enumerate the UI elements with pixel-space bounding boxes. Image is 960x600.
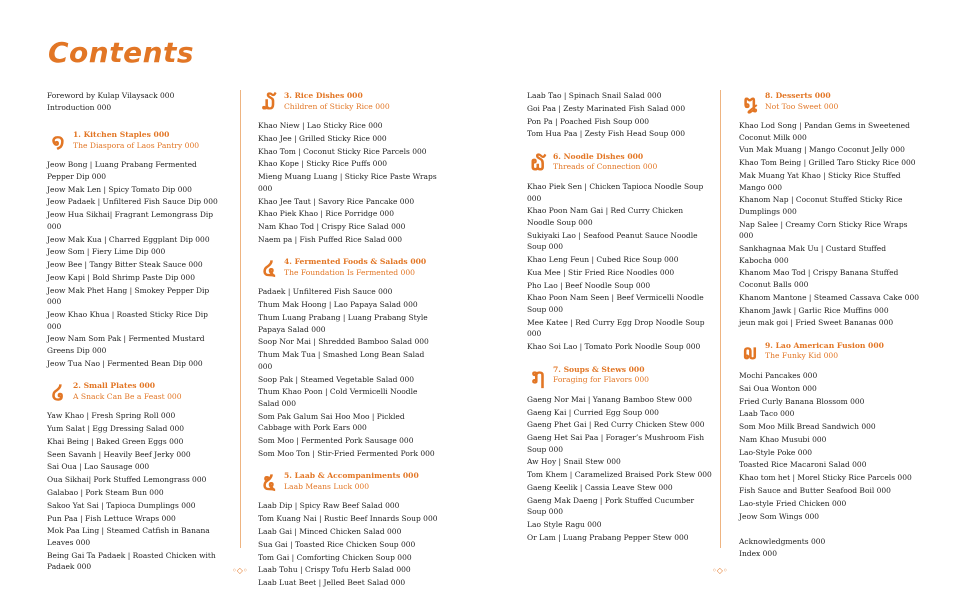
front-matter [47,90,223,113]
section-subtitle: Foraging for Flavors 000 [553,375,649,385]
toc-entry[interactable]: Padaek | Unfiltered Fish Sauce 000 [258,287,393,297]
toc-entry[interactable]: Jeow Nam Som Pak | Fermented Mustard Greens Dip 000 [47,334,205,355]
toc-entry[interactable]: Mee Katee | Red Curry Egg Drop Noodle Soup 000 [527,317,705,339]
toc-entry[interactable]: Laab Tohu | Crispy Tofu Herb Salad 000 [258,565,411,575]
toc-entry[interactable]: Jeow Kapi | Bold Shrimp Paste Dip 000 [47,272,195,282]
toc-entry[interactable]: Lao-style Fried Chicken 000 [739,498,847,508]
lao-numeral-icon: ໗ [531,363,545,388]
section-title: 8. Desserts 000 [765,91,831,100]
toc-entry[interactable]: Thum Mak Tua | Smashed Long Bean Salad 000 [258,350,425,371]
lao-numeral-icon: ໔ [262,256,276,281]
section-heading-text [765,340,884,362]
toc-entry[interactable]: Jeow Som | Fiery Lime Dip 000 [47,247,166,257]
section-subtitle: A Snack Can Be a Feast 000 [73,391,182,401]
toc-entry[interactable]: Aw Hoy | Snail Stew 000 [527,457,621,467]
section-subtitle: The Funky Kid 000 [765,351,839,361]
toc-entry[interactable]: Naem pa | Fish Puffed Rice Salad 000 [258,234,403,244]
toc-entry[interactable]: Laab Tao | Spinach Snail Salad 000 [527,91,662,100]
section-subtitle: The Foundation Is Fermented 000 [284,267,416,277]
toc-entry[interactable]: Jeow Bee | Tangy Bitter Steak Sauce 000 [47,260,203,270]
lao-numeral-icon: ໑ [51,129,65,154]
section-subtitle: Not Too Sweet 000 [765,101,839,111]
toc-entry[interactable]: Khao Poon Nam Seen | Beef Vermicelli Noodle Soup 000 [527,293,704,314]
toc-entry[interactable]: Gaeng Mak Daeng | Pork Stuffed Cucumber Soup 000 [527,495,695,517]
section-heading-text [284,470,419,492]
back-matter [739,536,919,559]
toc-entry[interactable]: Toasted Rice Macaroni Salad 000 [739,460,867,470]
page-title: Contents [48,36,195,69]
toc-entry[interactable]: Gaeng Nor Mai | Yanang Bamboo Stew 000 [527,394,692,404]
toc-entry[interactable]: Tom Khem | Caramelized Braised Pork Stew 000 [527,470,712,480]
toc-entry[interactable]: Jeow Khao Khua | Roasted Sticky Rice Dip 000 [47,310,208,331]
section-heading[interactable] [739,340,919,364]
toc-entry[interactable]: Vun Mak Muang | Mango Coconut Jelly 000 [739,145,905,155]
toc-entry[interactable]: Jeow Tua Nao | Fermented Bean Dip 000 [47,358,203,368]
toc-entry[interactable]: Khanom Nap | Coconut Stuffed Sticky Rice Dumplings 000 [739,195,903,216]
toc-entry[interactable]: Sua Gai | Toasted Rice Chicken Soup 000 [258,539,416,549]
lao-numeral-icon: ໙ [743,339,757,364]
toc-entry[interactable]: Mieng Muang Luang | Sticky Rice Paste Wraps 000 [258,172,437,193]
toc-entry[interactable]: jeun mak goi | Fried Sweet Bananas 000 [739,318,894,328]
lao-numeral-icon: ໕ [262,470,276,495]
toc-entry[interactable]: Khao Piek Khao | Rice Porridge 000 [258,209,394,219]
toc-entry[interactable]: Yum Salat | Egg Dressing Salad 000 [47,424,185,434]
toc-entry[interactable]: Goi Paa | Zesty Marinated Fish Salad 000 [527,103,686,113]
section-title: 4. Fermented Foods & Salads 000 [284,257,427,267]
toc-section [258,90,438,245]
toc-section [527,151,712,353]
toc-entry[interactable]: Som Moo | Fermented Pork Sausage 000 [258,436,414,446]
toc-entry[interactable]: Sankhagnaa Mak Uu | Custard Stuffed Kabocha 000 [739,244,886,265]
section-heading-text [73,129,199,151]
toc-entry[interactable]: Sukiyaki Lao | Seafood Peanut Sauce Noodle Soup 000 [527,230,698,252]
toc-entry[interactable]: Thum Luang Prabang | Luang Prabang Style Papaya Salad 000 [258,313,428,334]
toc-entry[interactable]: Gaeng Het Sai Paa | Forager’s Mushroom Fish Soup 000 [527,433,705,454]
toc-entry[interactable]: Soop Nor Mai | Shredded Bamboo Salad 000 [258,337,429,347]
section-heading-text [284,90,390,112]
back-matter-acknowledgments[interactable]: Acknowledgments 000 [739,537,826,547]
toc-entry[interactable]: Laab Gai | Minced Chicken Salad 000 [258,527,402,536]
section-title: 5. Laab & Accompaniments 000 [284,471,419,481]
toc-entry[interactable]: Som Moo Milk Bread Sandwich 000 [739,422,876,432]
toc-section [258,256,438,459]
section-heading[interactable] [739,90,919,114]
toc-entry[interactable]: Or Lam | Luang Prabang Pepper Stew 000 [527,532,689,542]
toc-column-1 [47,90,223,574]
toc-entry[interactable]: Nap Salee | Creamy Corn Sticky Rice Wraps 000 [739,219,908,241]
toc-entry[interactable]: Lao-Style Poke 000 [739,447,813,457]
toc-entry[interactable]: Khao Kope | Sticky Rice Puffs 000 [258,159,387,169]
toc-entry[interactable]: Laab Taco 000 [739,409,795,419]
section-title: 9. Lao American Fusion 000 [765,340,884,350]
toc-entry[interactable]: Nam Khao Tod | Crispy Rice Salad 000 [258,222,406,232]
section-heading[interactable] [527,364,712,388]
toc-entry[interactable]: Mak Muang Yat Khao | Sticky Rice Stuffed Mango 000 [739,170,901,192]
toc-entry[interactable]: Galabao | Pork Steam Bun 000 [47,488,164,498]
toc-section [47,129,223,369]
section-heading[interactable] [258,256,438,280]
toc-section [527,364,712,544]
toc-entry[interactable]: Khao Lod Song | Pandan Gems in Sweetened Coconut Milk 000 [739,121,910,142]
section-subtitle: Threads of Connection 000 [553,162,658,172]
toc-section [739,90,919,329]
toc-entry[interactable]: Gaeng Phet Gai | Red Curry Chicken Stew 000 [527,420,705,430]
toc-entry[interactable]: Jeow Som Wings 000 [739,511,820,521]
toc-entry[interactable]: Fish Sauce and Butter Seafood Boil 000 [739,486,891,495]
toc-entry[interactable]: Yaw Khao | Fresh Spring Roll 000 [47,411,176,421]
toc-entry[interactable]: Pho Lao | Beef Noodle Soup 000 [527,280,651,290]
section-heading[interactable] [527,151,712,175]
toc-entry[interactable]: Seen Savanh | Heavily Beef Jerky 000 [47,449,191,459]
toc-entry[interactable]: Soop Pak | Steamed Vegetable Salad 000 [258,374,415,384]
toc-entry[interactable]: Tom Gai | Comforting Chicken Soup 000 [258,552,412,562]
toc-entry[interactable]: Laab Luat Beet | Jelled Beet Salad 000 [258,578,406,588]
toc-column-3 [527,90,712,545]
column-divider-left [240,90,241,548]
front-matter-introduction[interactable]: Introduction 000 [47,102,112,112]
toc-entry[interactable]: Jeow Mak Phet Hang | Smokey Pepper Dip 000 [47,285,210,307]
back-matter-index[interactable]: Index 000 [739,548,777,558]
section-title: 6. Noodle Dishes 000 [553,151,644,161]
ornament-right: ◦◇◦ [712,566,728,575]
toc-entry[interactable]: Being Gai Ta Padaek | Roasted Chicken with Padaek 000 [47,550,216,572]
section-heading[interactable] [258,470,438,494]
toc-entry[interactable]: Sai Oua Wonton 000 [739,383,817,393]
lao-numeral-icon: ໖ [530,150,546,175]
toc-section [47,380,223,573]
toc-entry[interactable]: Khao Jee | Grilled Sticky Rice 000 [258,133,387,143]
toc-entry[interactable]: Pun Paa | Fish Lettuce Wraps 000 [47,513,176,523]
toc-entry[interactable]: Nam Khao Musubi 000 [739,434,827,444]
toc-entry[interactable]: Tom Kuang Nai | Rustic Beef Innards Soup 000 [258,514,438,524]
toc-entry[interactable]: Gaeng Keelik | Cassia Leave Stew 000 [527,483,673,493]
section-heading-text [553,151,657,173]
toc-entry[interactable]: Khai Being | Baked Green Eggs 000 [47,436,184,446]
section-title: 3. Rice Dishes 000 [284,91,363,100]
section-heading-text [553,364,649,386]
section-subtitle: Children of Sticky Rice 000 [284,101,390,111]
toc-entry[interactable]: Jeow Mak Len | Spicy Tomato Dip 000 [47,184,192,194]
toc-entry[interactable]: Khanom Jawk | Garlic Rice Muffins 000 [739,305,889,315]
toc-entry[interactable]: Khao Soi Lao | Tomato Pork Noodle Soup 000 [527,342,701,352]
toc-entry[interactable]: Sakoo Yat Sai | Tapioca Dumplings 000 [47,500,196,510]
toc-entry[interactable]: Thum Mak Hoong | Lao Papaya Salad 000 [258,300,418,310]
toc-entry[interactable]: Tom Hua Paa | Zesty Fish Head Soup 000 [527,129,686,139]
toc-entry[interactable]: Jeow Padaek | Unfiltered Fish Sauce Dip 000 [47,197,218,207]
toc-entry[interactable]: Khao Jee Taut | Savory Rice Pancake 000 [258,196,415,206]
toc-section [258,470,438,588]
section-heading-text [765,90,838,112]
toc-entry[interactable]: Khao Poon Nam Gai | Red Curry Chicken Noodle Soup 000 [527,206,684,227]
toc-entry[interactable]: Sai Oua | Lao Sausage 000 [47,462,150,472]
toc-entry[interactable]: Khao Tom Being | Grilled Taro Sticky Rice 000 [739,158,916,168]
lao-numeral-icon: ໓ [262,90,276,114]
ornament-left: ◦◇◦ [232,566,248,575]
section-heading[interactable] [258,90,438,114]
toc-entry[interactable]: Jeow Hua Sikhai| Fragrant Lemongrass Dip 000 [47,210,214,231]
toc-entry[interactable]: Lao Style Ragu 000 [527,520,602,530]
section-heading[interactable] [47,380,223,404]
lao-numeral-icon: ໒ [51,380,65,405]
section-title: 1. Kitchen Staples 000 [73,130,170,140]
toc-entry[interactable]: Jeow Mak Kua | Charred Eggplant Dip 000 [47,234,210,244]
toc-column-4 [739,90,919,559]
toc-entry[interactable]: Khao Piek Sen | Chicken Tapioca Noodle Soup 000 [527,181,704,203]
toc-section [527,90,712,140]
column-divider-right [720,90,721,548]
toc-entry[interactable]: Som Moo Ton | Stir-Fried Fermented Pork 000 [258,448,435,458]
toc-entry[interactable]: Mok Paa Ling | Steamed Catfish in Banana Leaves 000 [47,526,210,547]
toc-entry[interactable]: Gaeng Kai | Curried Egg Soup 000 [527,407,659,417]
toc-entry[interactable]: Khanom Mao Tod | Crispy Banana Stuffed Coconut Balls 000 [739,268,899,290]
toc-entry[interactable]: Khao Tom | Coconut Sticky Rice Parcels 000 [258,146,427,156]
toc-entry[interactable]: Mochi Pancakes 000 [739,370,818,380]
toc-entry[interactable]: Khanom Mantone | Steamed Cassava Cake 000 [739,292,919,302]
toc-entry[interactable]: Pon Pa | Poached Fish Soup 000 [527,116,649,126]
lao-numeral-icon: ໘ [743,90,757,114]
section-heading-text [73,380,182,402]
toc-entry[interactable]: Oua Sikhai| Pork Stuffed Lemongrass 000 [47,475,207,485]
section-heading[interactable] [47,129,223,153]
section-heading-text [284,256,426,278]
toc-entry[interactable]: Khao Niew | Lao Sticky Rice 000 [258,121,383,130]
toc-column-2 [258,90,438,590]
front-matter-foreword[interactable]: Foreword by Kulap Vilaysack 000 [47,91,175,100]
toc-section [739,340,919,522]
section-title: 2. Small Plates 000 [73,381,156,391]
section-subtitle: Laab Means Luck 000 [284,481,370,491]
toc-entry[interactable]: Laab Dip | Spicy Raw Beef Salad 000 [258,501,400,511]
toc-entry[interactable]: Som Pak Galum Sai Hoo Moo | Pickled Cabbage with Pork Ears 000 [258,411,405,433]
toc-entry[interactable]: Khao tom het | Morel Sticky Rice Parcels 000 [739,473,912,483]
toc-entry[interactable]: Jeow Bong | Luang Prabang Fermented Pepper Dip 000 [47,160,197,181]
section-subtitle: The Diaspora of Laos Pantry 000 [73,140,200,150]
toc-entry[interactable]: Kua Mee | Stir Fried Rice Noodles 000 [527,267,675,277]
toc-entry[interactable]: Khao Leng Feun | Cubed Rice Soup 000 [527,255,679,265]
toc-entry[interactable]: Thum Khao Poon | Cold Vermicelli Noodle Salad 000 [258,387,418,408]
section-title: 7. Soups & Stews 000 [553,364,645,374]
toc-entry[interactable]: Fried Curly Banana Blossom 000 [739,396,865,406]
